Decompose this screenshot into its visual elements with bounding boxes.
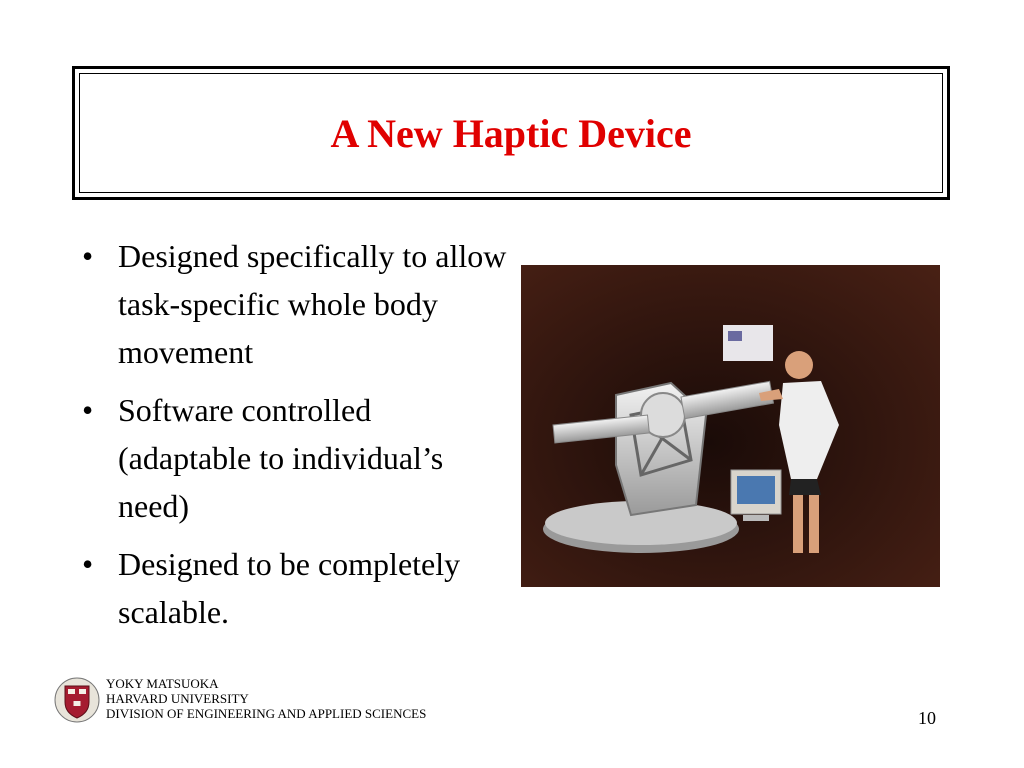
footer-credits	[106, 676, 426, 721]
bullet-marker: •	[82, 238, 94, 274]
bullet-marker: •	[82, 392, 94, 428]
list-item	[82, 232, 512, 376]
bullet-text: Designed to be completely scalable.	[118, 546, 461, 630]
list-item	[82, 386, 512, 530]
bullet-list	[82, 232, 512, 646]
footer-author: YOKY MATSUOKA	[106, 676, 219, 691]
list-item	[82, 540, 512, 636]
bullet-marker: •	[82, 546, 94, 582]
title-frame	[72, 66, 950, 200]
slide-title: A New Haptic Device	[330, 110, 692, 156]
haptic-device-photo	[521, 265, 940, 587]
bullet-text: Designed specifically to allow task-specific whole body movement	[118, 238, 507, 370]
page-number: 10	[918, 708, 936, 728]
photo-illustration	[521, 265, 940, 587]
bullet-text: Software controlled (adaptable to individual’s need)	[118, 392, 444, 524]
footer-division: DIVISION OF ENGINEERING AND APPLIED SCIENCES	[106, 706, 427, 721]
footer-university: HARVARD UNIVERSITY	[106, 691, 249, 706]
harvard-shield-icon	[54, 677, 100, 723]
